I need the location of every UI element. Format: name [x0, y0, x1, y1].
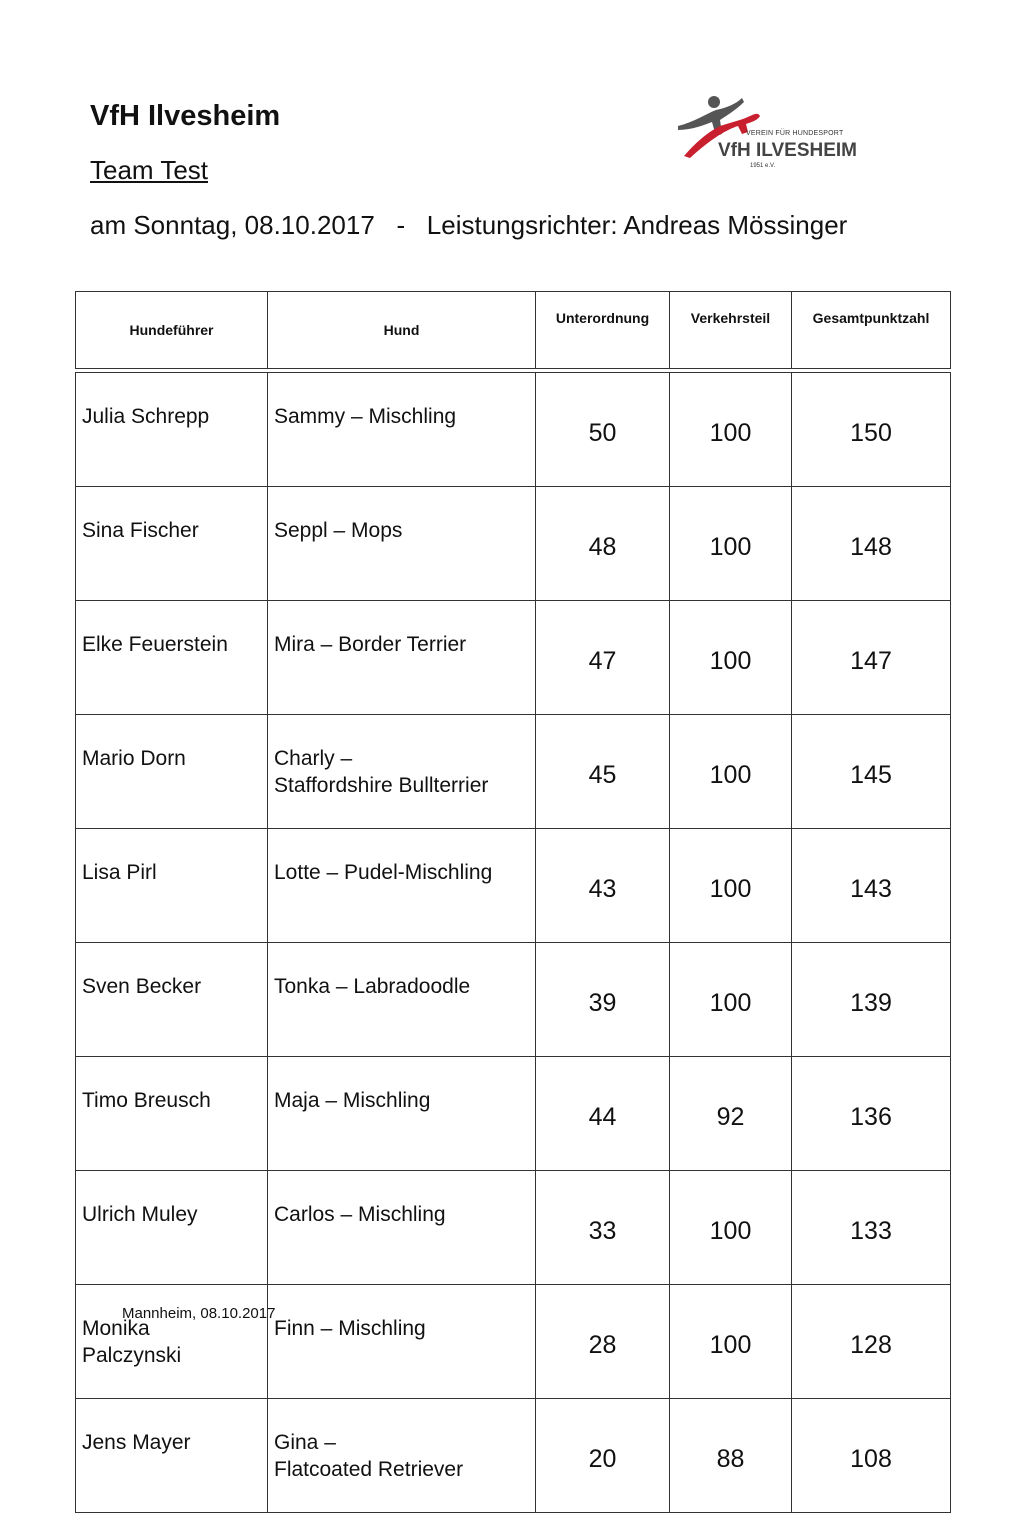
- handler-cell: Timo Breusch: [76, 1057, 268, 1171]
- gesamt-cell: 143: [792, 829, 951, 943]
- footer-place-date: Mannheim, 08.10.2017: [122, 1305, 276, 1322]
- verkehrsteil-cell: 100: [670, 829, 792, 943]
- dog-cell: Tonka – Labradoodle: [268, 943, 536, 1057]
- table-row: [76, 373, 951, 487]
- table-row: [76, 601, 951, 715]
- logo-year-text: 1951 e.V.: [750, 163, 776, 169]
- verkehrsteil-cell: 100: [670, 1285, 792, 1399]
- club-logo: [676, 94, 866, 174]
- verkehrsteil-cell: 100: [670, 943, 792, 1057]
- unterordnung-cell: 20: [536, 1399, 670, 1513]
- column-header-handler: Hundeführer: [76, 292, 268, 369]
- table-row: [76, 1285, 951, 1399]
- verkehrsteil-cell: 100: [670, 373, 792, 487]
- results-header-table: [75, 291, 951, 369]
- handler-cell: Lisa Pirl: [76, 829, 268, 943]
- verkehrsteil-cell: 88: [670, 1399, 792, 1513]
- unterordnung-cell: 48: [536, 487, 670, 601]
- column-header-dog: Hund: [268, 292, 536, 369]
- handler-cell: Sven Becker: [76, 943, 268, 1057]
- verkehrsteil-cell: 92: [670, 1057, 792, 1171]
- unterordnung-cell: 28: [536, 1285, 670, 1399]
- gesamt-cell: 136: [792, 1057, 951, 1171]
- handler-cell: Ulrich Muley: [76, 1171, 268, 1285]
- dog-cell: Sammy – Mischling: [268, 373, 536, 487]
- verkehrsteil-cell: 100: [670, 1171, 792, 1285]
- unterordnung-cell: 45: [536, 715, 670, 829]
- unterordnung-cell: 43: [536, 829, 670, 943]
- gesamt-cell: 133: [792, 1171, 951, 1285]
- gesamt-cell: 147: [792, 601, 951, 715]
- verkehrsteil-cell: 100: [670, 487, 792, 601]
- gesamt-cell: 128: [792, 1285, 951, 1399]
- results-table: [75, 372, 951, 1513]
- gesamt-cell: 108: [792, 1399, 951, 1513]
- gesamt-cell: 148: [792, 487, 951, 601]
- unterordnung-cell: 39: [536, 943, 670, 1057]
- table-row: [76, 1171, 951, 1285]
- dog-cell: Finn – Mischling: [268, 1285, 536, 1399]
- club-title: VfH Ilvesheim: [90, 100, 281, 132]
- unterordnung-cell: 33: [536, 1171, 670, 1285]
- logo-big-text: VfH ILVESHEIM: [718, 140, 857, 161]
- verkehrsteil-cell: 100: [670, 601, 792, 715]
- unterordnung-cell: 50: [536, 373, 670, 487]
- table-row: [76, 943, 951, 1057]
- dog-cell: Seppl – Mops: [268, 487, 536, 601]
- table-row: [76, 487, 951, 601]
- dog-cell: Gina – Flatcoated Retriever: [268, 1399, 536, 1513]
- event-subtitle: Team Test: [90, 155, 209, 185]
- table-row: [76, 829, 951, 943]
- handler-cell: Elke Feuerstein: [76, 601, 268, 715]
- date-judge-line: am Sonntag, 08.10.2017 - Leistungsrichter: Andreas Mössinger: [90, 210, 848, 240]
- verkehrsteil-cell: 100: [670, 715, 792, 829]
- gesamt-cell: 139: [792, 943, 951, 1057]
- handler-cell: Mario Dorn: [76, 715, 268, 829]
- column-header-unterordnung: Unterordnung: [536, 292, 670, 369]
- table-row: [76, 1057, 951, 1171]
- unterordnung-cell: 47: [536, 601, 670, 715]
- column-header-verkehrsteil: Verkehrsteil: [670, 292, 792, 369]
- column-header-gesamtpunktzahl: Gesamtpunktzahl: [792, 292, 951, 369]
- gesamt-cell: 150: [792, 373, 951, 487]
- table-row: [76, 715, 951, 829]
- handler-cell: Monika Palczynski: [76, 1285, 268, 1399]
- dog-cell: Charly – Staffordshire Bullterrier: [268, 715, 536, 829]
- dog-cell: Carlos – Mischling: [268, 1171, 536, 1285]
- dog-cell: Maja – Mischling: [268, 1057, 536, 1171]
- dog-cell: Mira – Border Terrier: [268, 601, 536, 715]
- table-row: [76, 1399, 951, 1513]
- unterordnung-cell: 44: [536, 1057, 670, 1171]
- dog-cell: Lotte – Pudel-Mischling: [268, 829, 536, 943]
- handler-cell: Julia Schrepp: [76, 373, 268, 487]
- handler-cell: Sina Fischer: [76, 487, 268, 601]
- handler-cell: Jens Mayer: [76, 1399, 268, 1513]
- gesamt-cell: 145: [792, 715, 951, 829]
- logo-small-text: VEREIN FÜR HUNDESPORT: [746, 130, 844, 137]
